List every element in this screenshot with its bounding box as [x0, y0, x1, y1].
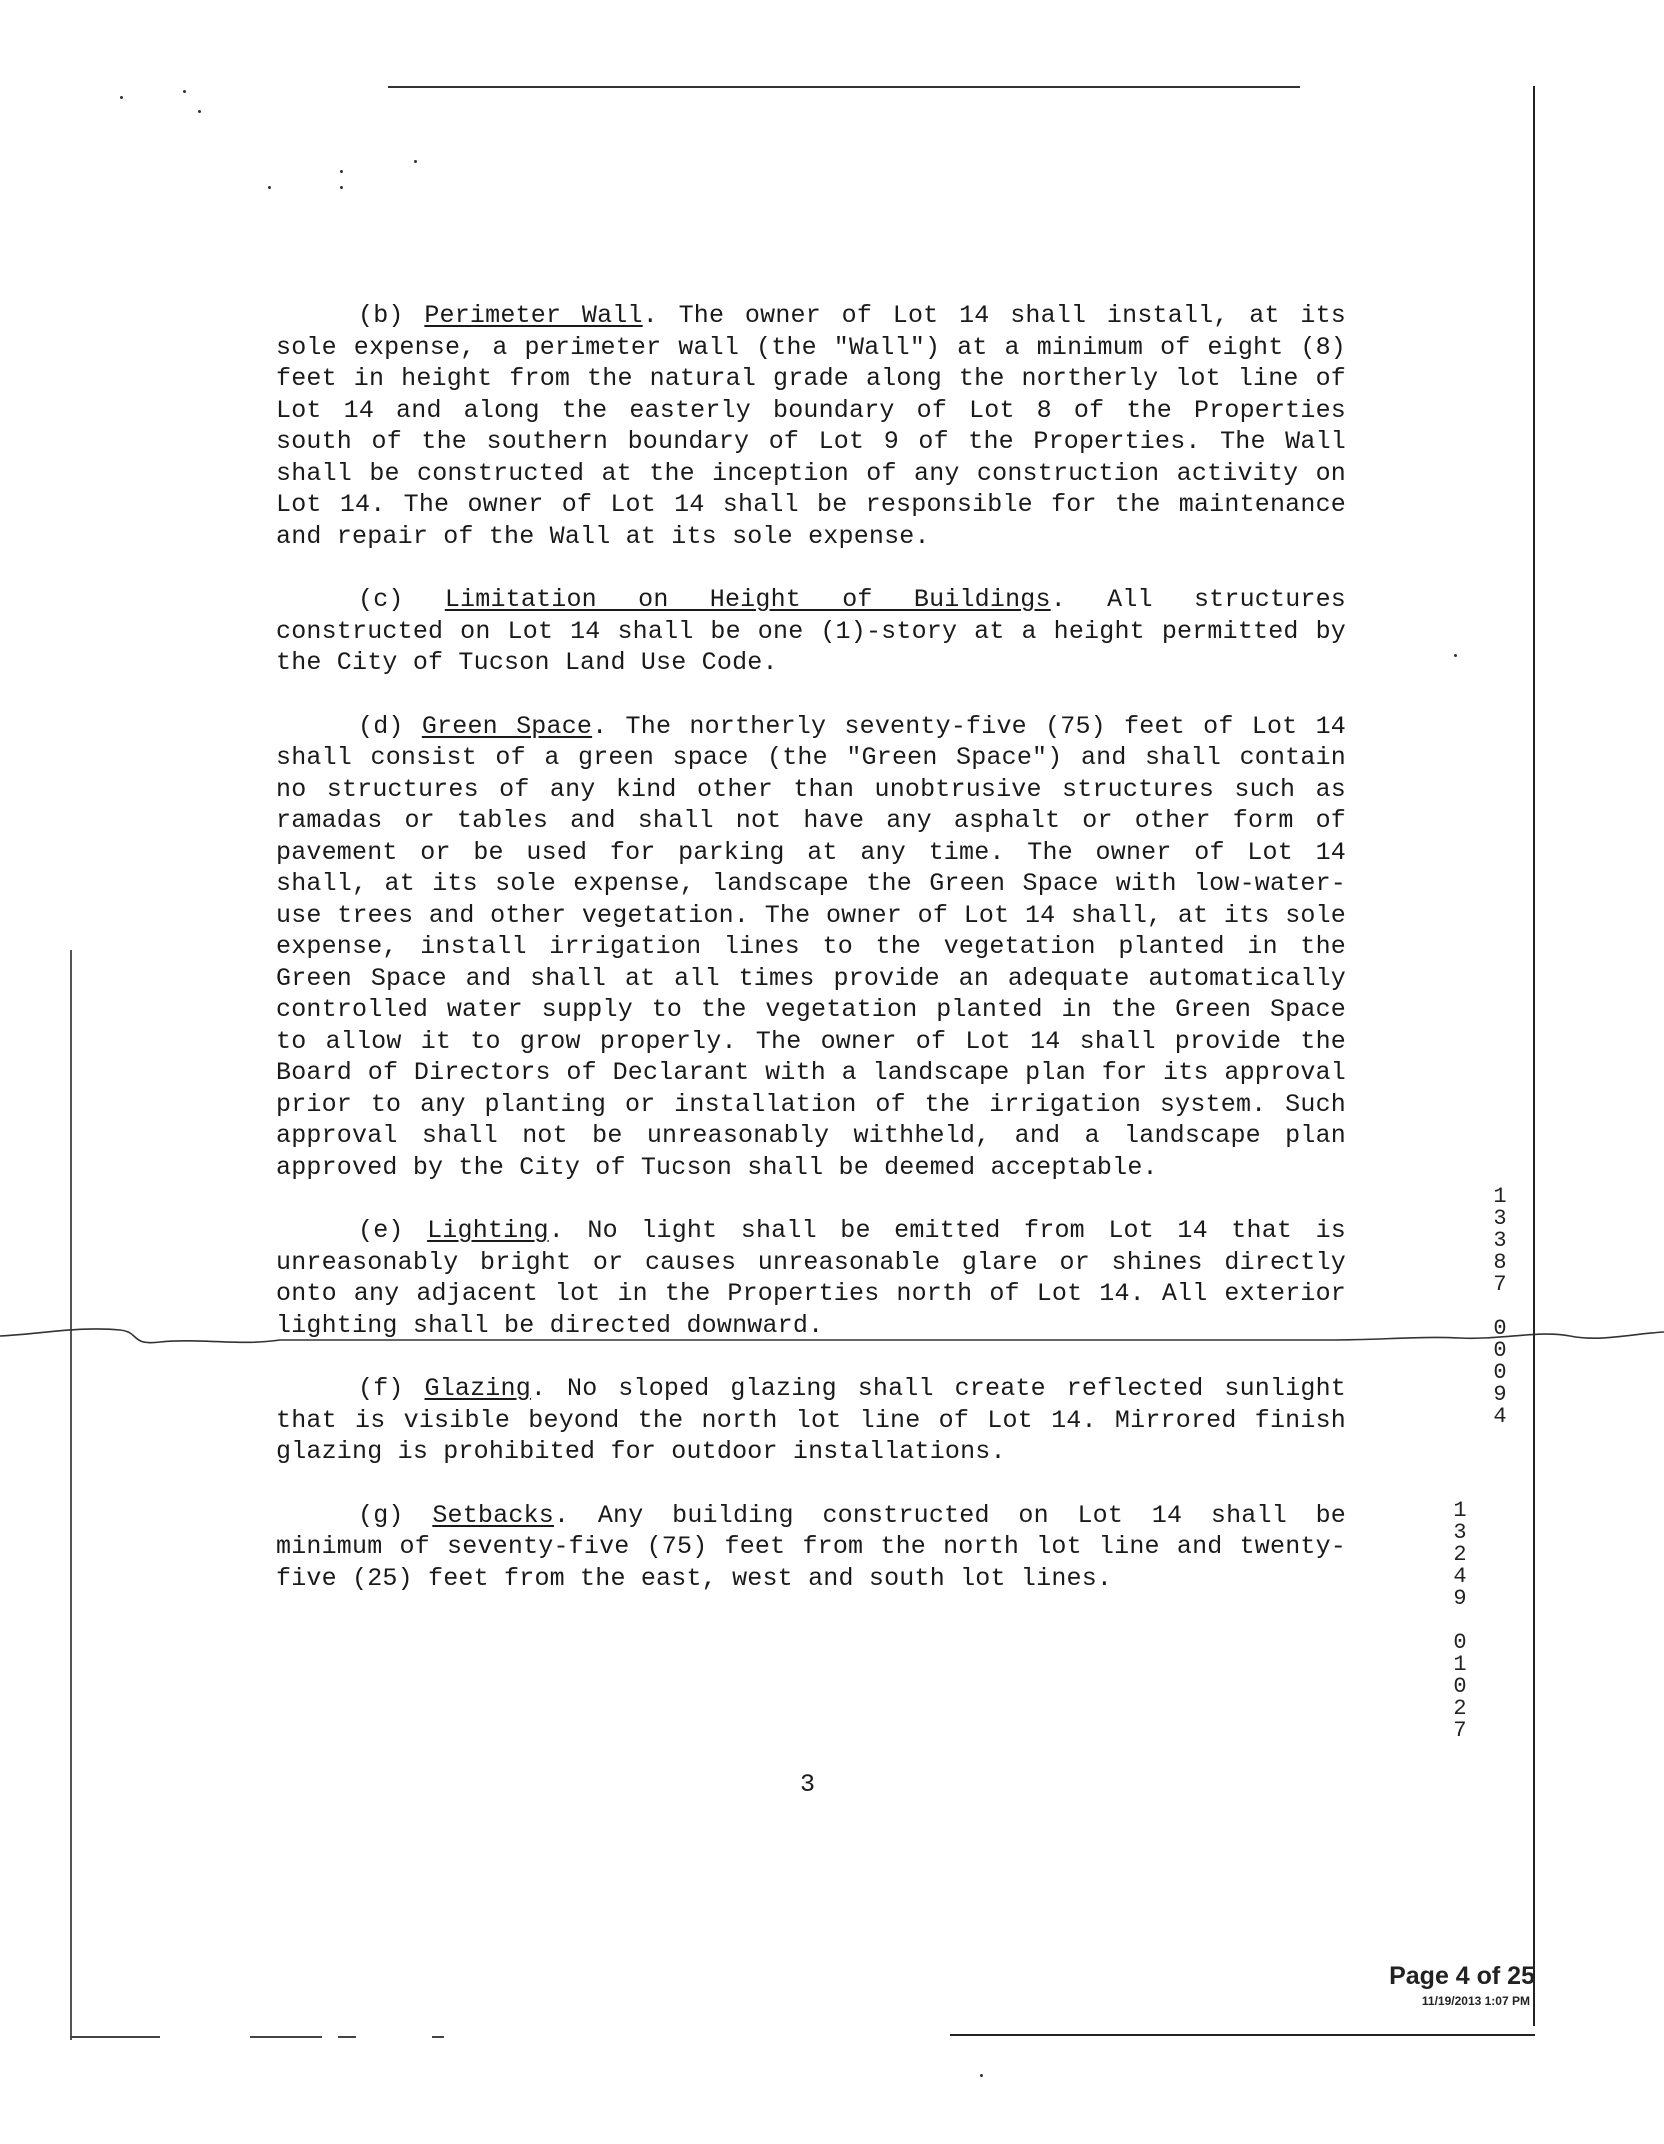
document-body	[276, 300, 1346, 1626]
section-d	[276, 711, 1346, 1184]
scan-speck	[198, 110, 201, 113]
stamp-char: 7	[1453, 1718, 1467, 1743]
scan-speck	[340, 170, 343, 173]
stamp-char: 7	[1493, 1272, 1507, 1297]
stamp-char: 1	[1493, 1184, 1507, 1209]
scan-right-border	[1533, 86, 1535, 2026]
section-text: . The owner of Lot 14 shall install, at its sole expense, a perimeter wall (the "Wall") at a minimum of eight (8) feet in height from the natural grade along the northerly lot line of Lot 14 and along the easterly boundary of Lot 8 of the Properties south of the southern boundary of Lot 9 of the Properties. The Wall shall be constructed at the inception of any construction activity on Lot 14. The owner of Lot 14 shall be responsible for the maintenance and repair of the Wall at its sole expense.	[276, 301, 1346, 551]
stamp-char: 8	[1493, 1250, 1507, 1275]
scan-speck	[414, 160, 417, 163]
section-heading: Setbacks	[432, 1500, 554, 1530]
stamp-char: 9	[1493, 1382, 1507, 1407]
section-heading: Limitation on Height of Buildings	[444, 585, 1051, 614]
scan-speck	[120, 96, 123, 99]
stamp-char: 0	[1493, 1360, 1507, 1385]
page-number: 3	[800, 1770, 816, 1799]
scan-bottom-dash	[338, 2036, 356, 2038]
section-label: (g)	[358, 1500, 404, 1530]
scan-bottom-left-mark	[70, 2036, 160, 2038]
recording-stamp-2	[1448, 1500, 1472, 1742]
section-text: . The northerly seventy-five (75) feet of Lot 14 shall consist of a green space (the "Green Space") and shall contain no structures of any kind other than unobtrusive structures such as ramadas or tables and shall not have any asphalt or other form of pavement or be used for parking at any time. The owner of Lot 14 shall, at its sole expense, landscape the Green Space with low-water-use trees and other vegetation. The owner of Lot 14 shall, at its sole expense, install irrigation lines to the vegetation planted in the Green Space and shall at all times provide an adequate automatically controlled water supply to the vegetation planted in the Green Space to allow it to grow properly. The owner of Lot 14 shall provide the Board of Directors of Declarant with a landscape plan for its approval prior to any planting or installation of the irrigation system. Such approval shall not be unreasonably withheld, and a landscape plan approved by the City of Tucson shall be deemed acceptable.	[276, 711, 1347, 1182]
stamp-char: 3	[1493, 1206, 1507, 1231]
stamp-char: 2	[1453, 1542, 1467, 1567]
section-label: (e)	[358, 1216, 404, 1245]
section-text: . All structures constructed on Lot 14 shall be one (1)-story at a height permitted by the City of Tucson Land Use Code.	[276, 585, 1346, 677]
stamp-char	[1488, 1296, 1512, 1318]
stamp-char: 1	[1453, 1652, 1467, 1677]
section-text: . No sloped glazing shall create reflected sunlight that is visible beyond the north lot line of Lot 14. Mirrored finish glazing is prohibited for outdoor installations.	[276, 1374, 1347, 1466]
section-label: (c)	[358, 585, 404, 614]
section-heading: Green Space	[421, 711, 593, 741]
section-label: (d)	[358, 711, 404, 741]
stamp-char: 2	[1453, 1696, 1467, 1721]
stamp-char: 4	[1453, 1564, 1467, 1589]
scan-speck	[980, 2074, 983, 2077]
stamp-char: 1	[1453, 1498, 1467, 1523]
section-heading: Glazing	[424, 1374, 531, 1403]
section-heading: Perimeter Wall	[424, 301, 643, 330]
scan-left-mark	[70, 950, 72, 2040]
scan-top-rule	[388, 86, 1300, 88]
stamp-char: 0	[1493, 1316, 1507, 1341]
scan-speck	[1454, 654, 1457, 657]
section-text: . No light shall be emitted from Lot 14 that is unreasonably bright or causes unreasonable glare or shines directly onto any adjacent lot in the Properties north of Lot 14. All exterior lighting shall be directed downward.	[276, 1216, 1347, 1340]
stamp-char: 0	[1453, 1630, 1467, 1655]
scan-speck	[183, 90, 186, 93]
footer-page-label: Page 4 of 25	[1389, 1962, 1535, 1990]
section-text: . Any building constructed on Lot 14 shall be minimum of seventy-five (75) feet from the north lot line and twenty-five (25) feet from the east, west and south lot lines.	[276, 1500, 1346, 1593]
scan-bottom-dash	[250, 2036, 322, 2038]
section-b	[276, 300, 1346, 552]
section-c	[276, 584, 1346, 679]
section-label: (b)	[358, 301, 404, 330]
section-heading: Lighting	[427, 1216, 549, 1245]
stamp-char: 3	[1453, 1520, 1467, 1545]
section-f	[276, 1373, 1346, 1468]
stamp-char: 0	[1493, 1338, 1507, 1363]
recording-stamp-1	[1488, 1186, 1512, 1428]
footer-timestamp: 11/19/2013 1:07 PM	[1421, 1994, 1530, 2008]
stamp-char: 4	[1493, 1404, 1507, 1429]
scan-bottom-dash	[432, 2036, 444, 2038]
stamp-char: 9	[1453, 1586, 1467, 1611]
section-g	[276, 1500, 1346, 1595]
stamp-char: 3	[1493, 1228, 1507, 1253]
section-label: (f)	[358, 1374, 404, 1403]
scan-speck	[340, 186, 343, 189]
scan-speck	[268, 186, 271, 189]
stamp-char	[1448, 1610, 1472, 1632]
section-e	[276, 1215, 1346, 1341]
stamp-char: 0	[1453, 1674, 1467, 1699]
scan-bottom-rule	[950, 2034, 1535, 2036]
